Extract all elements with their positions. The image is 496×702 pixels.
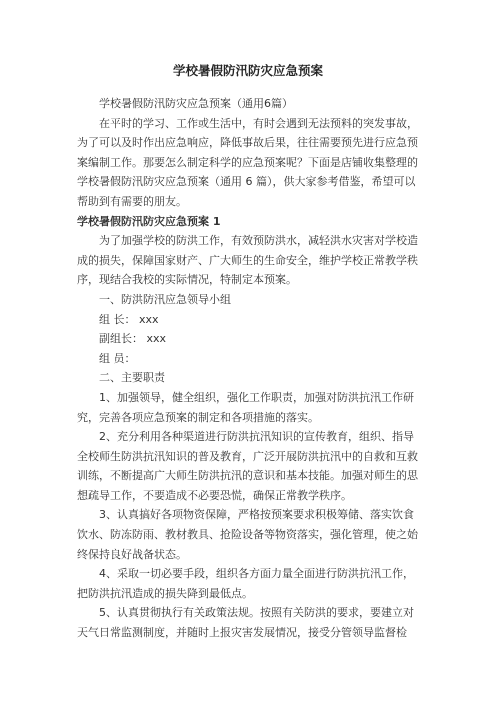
paragraph: 学校暑假防汛防灾应急预案（通用6篇） xyxy=(99,97,293,110)
paragraph: 1、加强领导，健全组织，强化工作职责，加强对防洪抗汛工作研究，完善各项应急预案的制定和各项措施的落实。 xyxy=(77,390,414,424)
paragraph: 为了加强学校的防洪工作，有效预防洪水，减轻洪水灾害对学校造成的损失，保障国家财产、广大师生的生命安全，维护学校正常教学秩序，现结合我校的实际情况，特制定本预案。 xyxy=(77,234,418,287)
document-body xyxy=(77,94,421,643)
paragraph: 2、充分利用各种渠道进行防洪抗汛知识的宣传教育，组织、指导全校师生防洪抗汛知识的普及教育，广泛开展防洪抗汛中的自救和互救训练，不断提高广大师生防洪抗汛的意识和基本技能。加强对师生的思想疏导工作，不要造成不必要恐慌，确保正常教学秩序。 xyxy=(77,430,418,502)
paragraph: 副组长： xxx xyxy=(99,332,167,346)
paragraph: 组 长： xxx xyxy=(99,312,159,326)
paragraph: 5、认真贯彻执行有关政策法规。按照有关防洪的要求，要建立对天气日常监测制度，并随时上报灾害发展情况，接受分管领导监督检 xyxy=(77,606,414,640)
paragraph: 二、主要职责 xyxy=(99,371,165,385)
paragraph: 组 员： xyxy=(99,351,136,365)
paragraph: 3、认真搞好各项物资保障，严格按预案要求积极筹储、落实饮食饮水、防冻防雨、教材教具、抢险设备等物资落实，强化管理，使之始终保持良好战备状态。 xyxy=(77,508,418,561)
section-heading: 学校暑假防汛防灾应急预案 1 xyxy=(77,214,221,228)
paragraph: 在平时的学习、工作或生活中，有时会遇到无法预料的突发事故，为了可以及时作出应急响应，降低事故后果，往往需要预先进行应急预案编制工作。那要怎么制定科学的应急预案呢？下面是店铺收集整理的学校暑假防汛防灾应急预案（通用 6 篇），供大家参考借鉴，希望可以帮助到有需要的朋友。 xyxy=(77,116,418,208)
paragraph: 一、防洪防汛应急领导小组 xyxy=(99,292,231,306)
document-title: 学校暑假防汛防灾应急预案 xyxy=(172,63,323,78)
paragraph: 4、采取一切必要手段，组织各方面力量全面进行防洪抗汛工作，把防洪抗汛造成的损失降到最低点。 xyxy=(77,567,414,600)
